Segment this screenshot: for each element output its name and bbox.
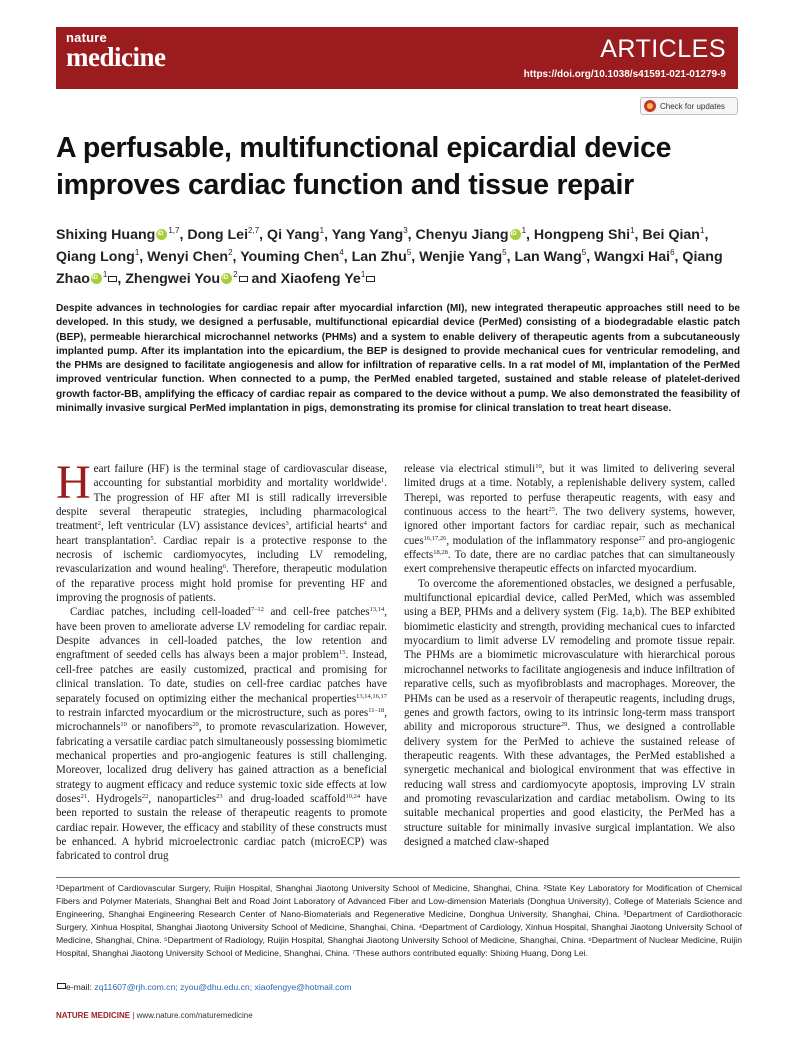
body-paragraph [56, 605, 387, 863]
footer-url[interactable]: www.nature.com/naturemedicine [136, 1011, 253, 1020]
body-text: , to promote revascularization. However, fabricating a versatile cardiac patch simultaneously possessing biomimetic mechanical properties and pro-angiogenic features is still challenging. Moreover, localized drug delivery has gained attraction as a beneficial strategy to augment efficacy and reduce systemic toxic side effects at low doses [56, 721, 387, 805]
footer-journal: NATURE MEDICINE [56, 1011, 131, 1020]
citation-ref[interactable]: 16,17,26 [423, 534, 447, 542]
author-name: Wenyi Chen [147, 249, 229, 265]
orcid-icon[interactable] [91, 273, 102, 284]
author[interactable] [352, 249, 412, 265]
body-text: to restrain infarcted myocardium or the microstructure, such as pores [56, 706, 369, 719]
citation-ref[interactable]: 1 [380, 477, 385, 485]
author-separator: , [586, 249, 595, 265]
author-affiliation: 1 [134, 248, 140, 257]
author-affiliation: 6 [670, 248, 675, 257]
citation-ref[interactable]: 25 [548, 506, 555, 514]
author-separator: , [526, 227, 534, 243]
author-separator: , [343, 249, 352, 265]
citation-ref[interactable]: 23 [216, 792, 223, 800]
author-separator: , [506, 249, 515, 265]
author-name: Qi Yang [267, 227, 320, 243]
author[interactable] [56, 227, 179, 243]
citation-ref[interactable]: 10 [535, 463, 542, 470]
author-affiliation: 5 [502, 248, 507, 257]
author[interactable] [515, 249, 587, 265]
body-column-right [404, 462, 735, 849]
envelope-icon[interactable] [239, 276, 248, 282]
citation-ref[interactable]: 13,14 [369, 606, 385, 614]
body-text: . The two delivery systems, however, ignored other important factors for cardiac repair, such as mechanical cues [404, 506, 735, 547]
page-footer [56, 1011, 253, 1020]
author[interactable] [332, 227, 408, 243]
journal-logo-top: nature [66, 30, 107, 45]
body-text: and cell-free patches [263, 606, 370, 619]
author-affiliation: 1 [102, 270, 108, 279]
envelope-icon [57, 983, 66, 989]
body-column-left [56, 456, 388, 864]
footer-separator: | [130, 1011, 137, 1020]
author-affiliation: 1 [699, 226, 705, 235]
body-text: . To date, there are no cardiac patches that can simultaneously exert comprehensive therapeutic effects on infarcted myocardium. [404, 549, 735, 576]
body-text: . Cardiac repair is a protective response to the necrosis of ischemic cardiomyocytes, including LV remodeling, revascularization and wound healing [56, 534, 387, 576]
citation-ref[interactable]: 2 [97, 520, 101, 528]
author-name: Xiaofeng Ye [280, 271, 361, 287]
author[interactable] [416, 227, 526, 243]
author-name: Qiang Long [56, 249, 135, 265]
abstract: Despite advances in technologies for cardiac repair after myocardial infarction (MI), new integrated therapeutic approaches still need to be developed. In this study, we designed a perfusable, multifunctional epicardial device (PerMed) consisting of a biodegradable elastic patch (BEP), permeable hierarchical microchannel networks (PHMs) and a system to enable delivery of therapeutic agents from a subcutaneously implanted pump. After its implantation into the epicardium, the BEP is designed to provide mechanical cues for ventricular remodeling, and the PHMs are designed to facilitate angiogenesis and allow for infiltration of reparative cells. In a rat model of MI, implantation of the PerMed improved ventricular function. When connected to a pump, the PerMed enabled targeted, sustained and stable release of platelet-derived growth factor-BB, amplifying the efficacy of cardiac repair as compared to the device without a pump. We also demonstrated the feasibility of minimally invasive surgical PerMed implantation in pigs, demonstrating its promise for clinical translation to treat heart disease. [56, 303, 740, 415]
citation-ref[interactable]: 5 [150, 534, 154, 542]
citation-ref[interactable]: 7–12 [250, 606, 264, 614]
author-list [56, 224, 746, 290]
body-text: . Hydrogels [87, 792, 142, 805]
author-name: Zhengwei You [125, 271, 221, 287]
journal-logo-bottom: medicine [66, 42, 166, 72]
body-text: , modulation of the inflammatory response [446, 534, 639, 547]
citation-ref[interactable]: 6 [222, 563, 226, 571]
email-line [56, 982, 351, 992]
journal-logo[interactable] [66, 31, 165, 70]
author-name: Youming Chen [240, 249, 340, 265]
author-affiliation: 2 [233, 270, 238, 279]
author-name: Shixing Huang [56, 227, 156, 243]
author-name: Lan Wang [514, 249, 582, 265]
author-name: Wenjie Yang [419, 249, 503, 265]
author[interactable] [534, 227, 635, 243]
body-paragraph [404, 462, 735, 577]
envelope-icon[interactable] [108, 276, 117, 282]
author-separator: , [704, 227, 709, 243]
body-text: . Therefore, therapeutic modulation of the reparative process might hold promise for preventing HF and improving the prognosis of patients. [56, 563, 387, 605]
author[interactable] [240, 249, 344, 265]
citation-ref[interactable]: 10,24 [345, 792, 361, 800]
body-text: , but it was limited to delivering several limited drugs at a time. Notably, a replenishable delivery system, called Therepi, was reported to perfuse therapeutic reagents, with easy and continuous access to the heart [404, 463, 736, 519]
body-text: and pro-angiogenic effects [404, 534, 736, 562]
citation-ref[interactable]: 18,28 [433, 549, 448, 557]
affiliations: ¹Department of Cardiovascular Surgery, Ruijin Hospital, Shanghai Jiaotong University School of Medicine, Shanghai, China. ²State Key Laboratory for Modification of Chemical Fibers and Polymer Materials, Shanghai Belt and Road Joint Laboratory of Advanced Fiber and Low-dimension Materials (Donghua University), College of Materials Science and Engineering, Shanghai Engineering Research Center of Nano-Biomaterials and Regenerative Medicine, Donghua University, Shanghai, China. ³Department of Cardiothoracic Surgery, Xinhua Hospital, Shanghai Jiaotong University School of Medicine, Shanghai, China. ⁴Department of Cardiology, Xinhua Hospital, Shanghai Jiaotong University School of Medicine, Shanghai, China. ⁵Department of Radiology, Ruijin Hospital, Shanghai Jiaotong University School of Medicine, Shanghai, China. ⁶Department of Nuclear Medicine, Ruijin Hospital, Shanghai Jiaotong University School of Medicine, Shanghai, China. ⁷These authors contributed equally: Shixing Huang, Dong Lei. [56, 883, 742, 958]
email-label: e-mail: [66, 982, 95, 992]
orcid-icon[interactable] [156, 229, 167, 240]
article-title: A perfusable, multifunctional epicardial device improves cardiac function and tissue repair [56, 132, 672, 201]
author-affiliation: 2 [228, 248, 233, 257]
author[interactable] [642, 227, 704, 243]
citation-ref[interactable]: 13,14,16,17 [356, 692, 387, 700]
author[interactable] [187, 227, 259, 243]
body-text: , artificial hearts [288, 520, 364, 533]
citation-ref[interactable]: 4 [363, 520, 367, 528]
body-text: and heart transplantation [56, 520, 388, 547]
author-affiliation: 1 [360, 270, 366, 279]
author[interactable] [594, 249, 674, 265]
author-separator: and [247, 271, 281, 287]
author-separator: , [139, 249, 148, 265]
email-addresses[interactable]: zq11607@rjh.com.cn; zyou@dhu.edu.cn; xiaofengye@hotmail.com [94, 982, 352, 992]
author-name: Wangxi Hai [594, 249, 671, 265]
author-separator: , [411, 249, 420, 265]
author-affiliation: 1,7 [168, 226, 180, 235]
drop-cap: H [56, 456, 91, 509]
body-paragraph [56, 456, 388, 605]
body-text: . Instead, cell-free patches are easily customized, practical and promising for clinical translation. To date, studies on cell-free cardiac patches have separately focused on optimizing either the mechanical properties [56, 649, 388, 705]
author-separator: , [634, 227, 643, 243]
author[interactable] [419, 249, 507, 265]
body-text: , microchannels [56, 706, 387, 734]
author-name: Chenyu Jiang [415, 227, 509, 243]
footnote-divider [56, 877, 740, 878]
author[interactable] [147, 249, 232, 265]
journal-header [56, 27, 738, 89]
orcid-icon[interactable] [221, 273, 232, 284]
author-separator: , [259, 227, 268, 243]
citation-ref[interactable]: 22 [141, 792, 149, 800]
author-name: Lan Zhu [351, 249, 407, 265]
author-separator: , [674, 249, 683, 265]
author-separator: , [179, 227, 188, 243]
body-text: , nanoparticles [148, 792, 217, 805]
body-text: , have been proven to ameliorate adverse LV remodeling for cardiac repair. Despite advances in cell-loaded patches, the low retention and engraftment of seeded cells has always been a major problem [56, 606, 387, 662]
author-separator: , [407, 227, 416, 243]
author-affiliation: 5 [581, 248, 587, 257]
check-for-updates-button[interactable] [640, 97, 738, 115]
body-text: Cardiac patches, including cell-loaded [70, 606, 251, 619]
check-for-updates-label: Check for updates [660, 101, 725, 111]
author-name: Dong Lei [187, 227, 249, 243]
author[interactable] [125, 271, 247, 287]
author-name: Qiang Zhao [56, 249, 723, 287]
author-separator: , [232, 249, 241, 265]
author-name: Hongpeng Shi [533, 227, 631, 243]
author[interactable] [56, 249, 139, 265]
author-separator: , [117, 271, 126, 287]
citation-ref[interactable]: 11–18 [368, 706, 385, 714]
body-text: . Thus, we designed a controllable delivery system for the PerMed to achieve the sustained release of therapeutic reagents. With these advantages, the PerMed established a synergetic mechanical and biological environment that was effective in reducing wall stress and cardiomyocyte apoptosis, improving LV strain and promoting revascularization and cardiac metabolism. Owing to its suitable mechanical properties and good elasticity, the PerMed has a structure suitable for minimally invasive surgical implantation. We also designed a matched claw-shaped [404, 721, 735, 848]
crossmark-icon [644, 100, 656, 112]
citation-ref[interactable]: 20 [192, 721, 199, 729]
author-affiliation: 2,7 [248, 226, 260, 235]
citation-ref[interactable]: 3 [285, 520, 289, 528]
body-text: , left ventricular (LV) assistance devices [100, 520, 286, 533]
body-text: eart failure (HF) is the terminal stage of cardiovascular disease, accounting for substantial morbidity and mortality worldwide [93, 463, 387, 490]
author-affiliation: 4 [339, 248, 344, 257]
body-text: or nanofibers [126, 721, 193, 734]
envelope-icon[interactable] [366, 276, 375, 282]
body-paragraph [404, 577, 735, 850]
author-affiliation: 1 [319, 226, 325, 235]
body-text: To overcome the aforementioned obstacles, we designed a perfusable, multifunctional epicardial device, called PerMed, which was assembled using a BEP, PHMs and a delivery system (Fig. 1a,b). The BEP exhibited biomimetic elasticity and strength, providing mechanical cues to infarcted myocardium to limit adverse LV remodeling and promote tissue repair. The PHMs are a biomimetic microvasculature with hierarchical porous microchannel networks to facilitate angiogenesis and induce infiltration of reparative cells, such as myofibroblasts and macrophages. Moreover, the PHMs can be used as a reservoir of therapeutic reagents, including drugs, genes and growth factors, owing to its intrinsic long-term mass transport ability and microporous structure [404, 577, 735, 734]
author[interactable] [267, 227, 324, 243]
author-name: Bei Qian [642, 227, 700, 243]
author-affiliation: 3 [403, 226, 408, 235]
citation-ref[interactable]: 19 [120, 721, 127, 729]
body-text: . The progression of HF after MI is still radically irreversible despite several therapeutic strategies, including pharmacological treatment [56, 477, 387, 533]
author-separator: , [324, 227, 332, 243]
author-affiliation: 1 [630, 226, 635, 235]
body-text: release via electrical stimuli [404, 463, 536, 475]
body-text: and drug-loaded scaffold [222, 792, 346, 805]
citation-ref[interactable]: 15 [339, 649, 346, 657]
author[interactable] [281, 271, 376, 287]
body-text: have been reported to sustain the release of therapeutic reagents to promote cardiac repair. However, the efficacy and stability of these constructs must be enhanced. A hybrid microelectronic cardiac patch (microECP) was fabricated to control drug [56, 792, 387, 863]
author-affiliation: 1 [521, 226, 527, 235]
section-label: ARTICLES [600, 35, 726, 63]
doi-link[interactable]: https://doi.org/10.1038/s41591-021-01279-9 [523, 69, 726, 80]
author-affiliation: 5 [406, 248, 412, 257]
citation-ref[interactable]: 27 [638, 534, 646, 542]
orcid-icon[interactable] [510, 229, 521, 240]
citation-ref[interactable]: 21 [80, 792, 88, 800]
citation-ref[interactable]: 29 [560, 721, 568, 729]
author-name: Yang Yang [331, 227, 404, 243]
